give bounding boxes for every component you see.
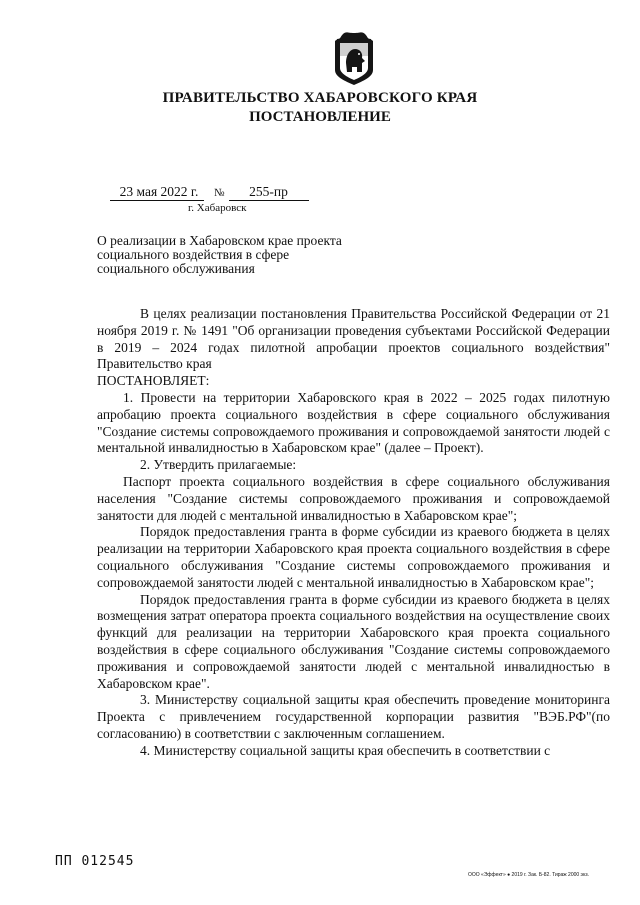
registration-line [110, 184, 309, 201]
document-subject: О реализации в Хабаровском крае проекта социального воздействия в сфере социального обслуживания [97, 233, 342, 276]
document-date: 23 мая 2022 г. [110, 184, 204, 201]
clause-2: 2. Утвердить прилагаемые: [140, 457, 297, 473]
clause-2-grant-procedure: Порядок предоставления гранта в форме субсидии из краевого бюджета в целях реализации на территории Хабаровского края проекта социального воздействия в сфере социального обслуживания "Создание системы сопровождаемого проживания и сопровождаемой занятости людей с ментальной инвалидностью в Хабаровском крае"; [97, 524, 610, 590]
clause-3: 3. Министерству социальной защиты края обеспечить проведение мониторинга Проекта с привлечением государственной корпорации развития "ВЭБ.РФ"(по согласованию) в соответствии с заключенным соглашением. [97, 692, 610, 741]
clause-1: 1. Провести на территории Хабаровского края в 2022 – 2025 годах пилотную апробацию проекта социального воздействия в сфере социального обслуживания "Создание системы сопровождаемого проживания и сопровождаемой занятости людей с ментальной инвалидностью в Хабаровском крае" (далее – Проект). [97, 389, 610, 456]
document-body [97, 306, 610, 760]
coat-of-arms-icon [331, 30, 377, 86]
document-city: г. Хабаровск [188, 202, 247, 214]
clause-2-passport: Паспорт проекта социального воздействия в сфере социального обслуживания населения "Создание системы сопровождаемого проживания и сопровождаемой занятости для людей с ментальной инвалидностью в Хабаровском крае"; [97, 473, 610, 523]
resolves-heading: ПОСТАНОВЛЯЕТ: [97, 373, 210, 389]
form-serial-number: ПП 012545 [55, 854, 135, 869]
government-title: ПРАВИТЕЛЬСТВО ХАБАРОВСКОГО КРАЯ [162, 90, 478, 106]
preamble-paragraph: В целях реализации постановления Правительства Российской Федерации от 21 ноября 2019 г. № 1491 "Об организации проведения субъектами Российской Федерации в 2019 – 2024 годах пилотной апробации проектов социального воздействия" Правительство края [97, 306, 610, 372]
number-sign: № [214, 187, 225, 199]
clause-4: 4. Министерству социальной защиты края обеспечить в соответствии с [140, 742, 551, 758]
printer-imprint: ООО «Эффект» ● 2019 г. Зак. Б-82. Тираж 2000 экз. [468, 872, 590, 878]
clause-2-operator-grant-procedure: Порядок предоставления гранта в форме субсидии из краевого бюджета в целях возмещения затрат оператора проекта социального воздействия на осуществление своих функций для реализации на территории Хабаровского края проекта социального воздействия в сфере социального обслуживания "Создание системы сопровождаемого проживания и сопровождаемой занятости людей с ментальной инвалидностью в Хабаровском крае". [97, 591, 610, 691]
document-number: 255-пр [229, 184, 309, 201]
document-type: ПОСТАНОВЛЕНИЕ [249, 109, 391, 125]
